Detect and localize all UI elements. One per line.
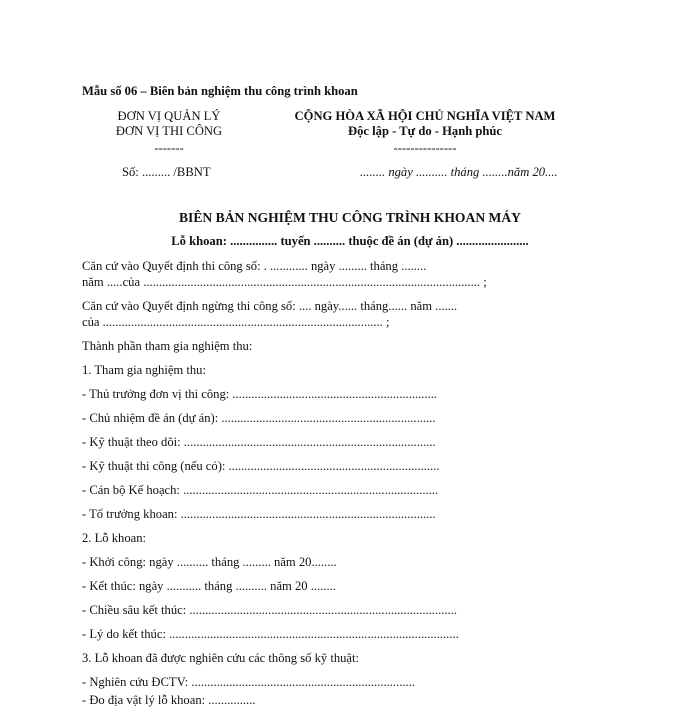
basis-decision-start-cont: năm .....của ........................................................................................................... ;: [82, 275, 487, 289]
basis-decision-stop: Căn cứ vào Quyết định ngừng thi công số: .... ngày...... tháng...... năm .......: [82, 299, 458, 313]
right-divider: ---------------: [393, 141, 457, 155]
participants-heading: Thành phần tham gia nghiệm thu:: [82, 339, 253, 353]
basis-decision-start: Căn cứ vào Quyết định thi công số: . ............ ngày ......... tháng ........: [82, 259, 427, 273]
document-number: Số: ......... /BBNT: [122, 165, 211, 179]
org-contractor: ĐƠN VỊ THI CÔNG: [115, 124, 223, 138]
study-row: - Nghiên cứu ĐCTV: .......................................................................: [82, 675, 415, 689]
borehole-row: - Khởi công: ngày .......... tháng ......... năm 20........: [82, 555, 337, 569]
borehole-row: - Kết thúc: ngày ........... tháng .......... năm 20 ........: [82, 579, 336, 593]
borehole-row: - Lý do kết thúc: ............................................................................................: [82, 627, 459, 641]
left-divider: -------: [154, 141, 184, 155]
section1-heading: 1. Tham gia nghiệm thu:: [82, 363, 206, 377]
participant-row: - Thủ trưởng đơn vị thi công: .................................................................: [82, 387, 438, 401]
national-title: CỘNG HÒA XÃ HỘI CHỦ NGHĨA VIỆT NAM: [294, 109, 556, 123]
section3-heading: 3. Lỗ khoan đã được nghiên cứu các thông số kỹ thuật:: [82, 651, 360, 665]
national-motto: Độc lập - Tự do - Hạnh phúc: [348, 124, 502, 138]
participant-row: - Cán bộ Kế hoạch: .................................................................................: [82, 483, 439, 497]
basis-decision-stop-cont: của ......................................................................................... ;: [82, 315, 390, 329]
participant-row: - Kỹ thuật thi công (nếu có): ...................................................................: [82, 459, 440, 473]
section2-heading: 2. Lỗ khoan:: [82, 531, 147, 545]
participant-row: - Chủ nhiệm đề án (dự án): ....................................................................: [82, 411, 436, 425]
document-title: BIÊN BẢN NGHIỆM THU CÔNG TRÌNH KHOAN MÁY: [178, 210, 521, 225]
document-subtitle: Lỗ khoan: ............... tuyến .......... thuộc đề án (dự án) .......................: [171, 234, 529, 248]
participant-row: - Tổ trưởng khoan: .................................................................................: [82, 507, 436, 521]
study-row: - Đo địa vật lý lỗ khoan: ...............: [82, 693, 256, 707]
form-title: Mẫu số 06 – Biên bản nghiệm thu công trình khoan: [82, 84, 358, 98]
org-management: ĐƠN VỊ QUẢN LÝ: [117, 109, 221, 123]
document-date: ........ ngày .......... tháng ........năm 20....: [360, 165, 558, 179]
borehole-row: - Chiều sâu kết thúc: .....................................................................................: [82, 603, 457, 617]
participant-row: - Kỹ thuật theo dõi: ................................................................................: [82, 435, 436, 449]
